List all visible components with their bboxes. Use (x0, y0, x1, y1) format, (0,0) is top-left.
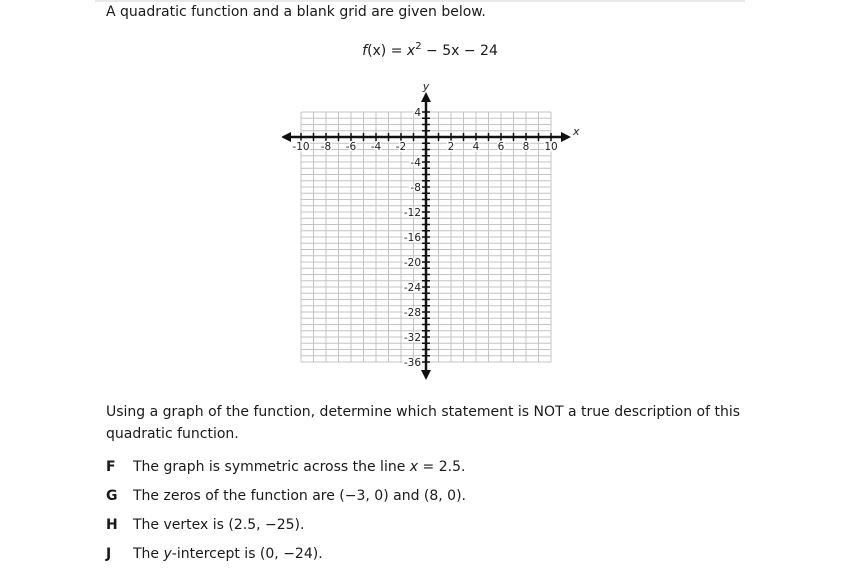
choice-letter: H (106, 517, 118, 533)
question-text: Using a graph of the function, determine which statement is NOT a true description of this quadratic function. (106, 404, 741, 442)
y-tick-label: -12 (403, 207, 421, 219)
y-tick-label: -28 (403, 307, 421, 319)
choice-letter: F (106, 459, 116, 475)
x-tick-label: 10 (544, 141, 558, 153)
x-tick-label: -6 (345, 141, 357, 153)
choice-text-end: -intercept is (0, −24). (171, 546, 323, 562)
top-divider (95, 0, 745, 2)
choice-text: The zeros of the function are (−3, 0) and (8, 0). (133, 488, 467, 504)
y-axis-arrow-up (421, 92, 431, 102)
y-tick-label: -32 (403, 332, 421, 344)
blank-coordinate-grid (282, 80, 582, 380)
answer-choice-j[interactable] (106, 546, 323, 562)
x-tick-label: -2 (395, 141, 407, 153)
answer-choice-g[interactable] (106, 488, 466, 504)
choice-text: The graph is symmetric across the line (133, 459, 410, 475)
y-tick-label: -20 (403, 257, 421, 269)
x-tick-label: 2 (447, 141, 455, 153)
choice-letter: G (106, 488, 118, 504)
equation-argument: (x) (367, 43, 387, 59)
x-tick-label: 4 (472, 141, 480, 153)
x-tick-label: -8 (320, 141, 332, 153)
y-tick-label: -36 (403, 357, 421, 369)
problem-intro: A quadratic function and a blank grid are given below. (106, 4, 486, 20)
y-tick-label: -8 (410, 182, 421, 194)
equation-exponent: 2 (415, 41, 422, 52)
equation-variable: x (406, 43, 416, 59)
function-equation (0, 43, 843, 59)
y-tick-label: -4 (410, 157, 421, 169)
choice-text-end: = 2.5. (418, 459, 466, 475)
choice-text: The (133, 546, 164, 562)
x-tick-label: -4 (370, 141, 382, 153)
choice-letter: J (106, 546, 112, 562)
x-tick-label: 6 (497, 141, 505, 153)
y-tick-label: -24 (403, 282, 421, 294)
x-tick-label: 8 (522, 141, 530, 153)
x-axis-arrow-right (561, 132, 571, 142)
y-tick-label: 4 (414, 107, 421, 119)
x-tick-label: -10 (292, 141, 310, 153)
y-axis-arrow-down (421, 370, 431, 380)
answer-choice-f[interactable] (106, 459, 465, 475)
choice-variable: x (409, 459, 419, 475)
equation-function-name: f (362, 43, 368, 59)
y-tick-label: -16 (403, 232, 421, 244)
choice-text: The vertex is (2.5, −25). (133, 517, 305, 533)
x-axis-label: x (573, 125, 580, 138)
x-axis-arrow-left (282, 132, 291, 142)
equation-terms: − 5x − 24 (421, 43, 498, 59)
equation-equals: = (386, 43, 407, 59)
y-axis-label: y (422, 80, 430, 93)
answer-choice-h[interactable] (106, 517, 304, 533)
choice-variable: y (163, 546, 172, 562)
